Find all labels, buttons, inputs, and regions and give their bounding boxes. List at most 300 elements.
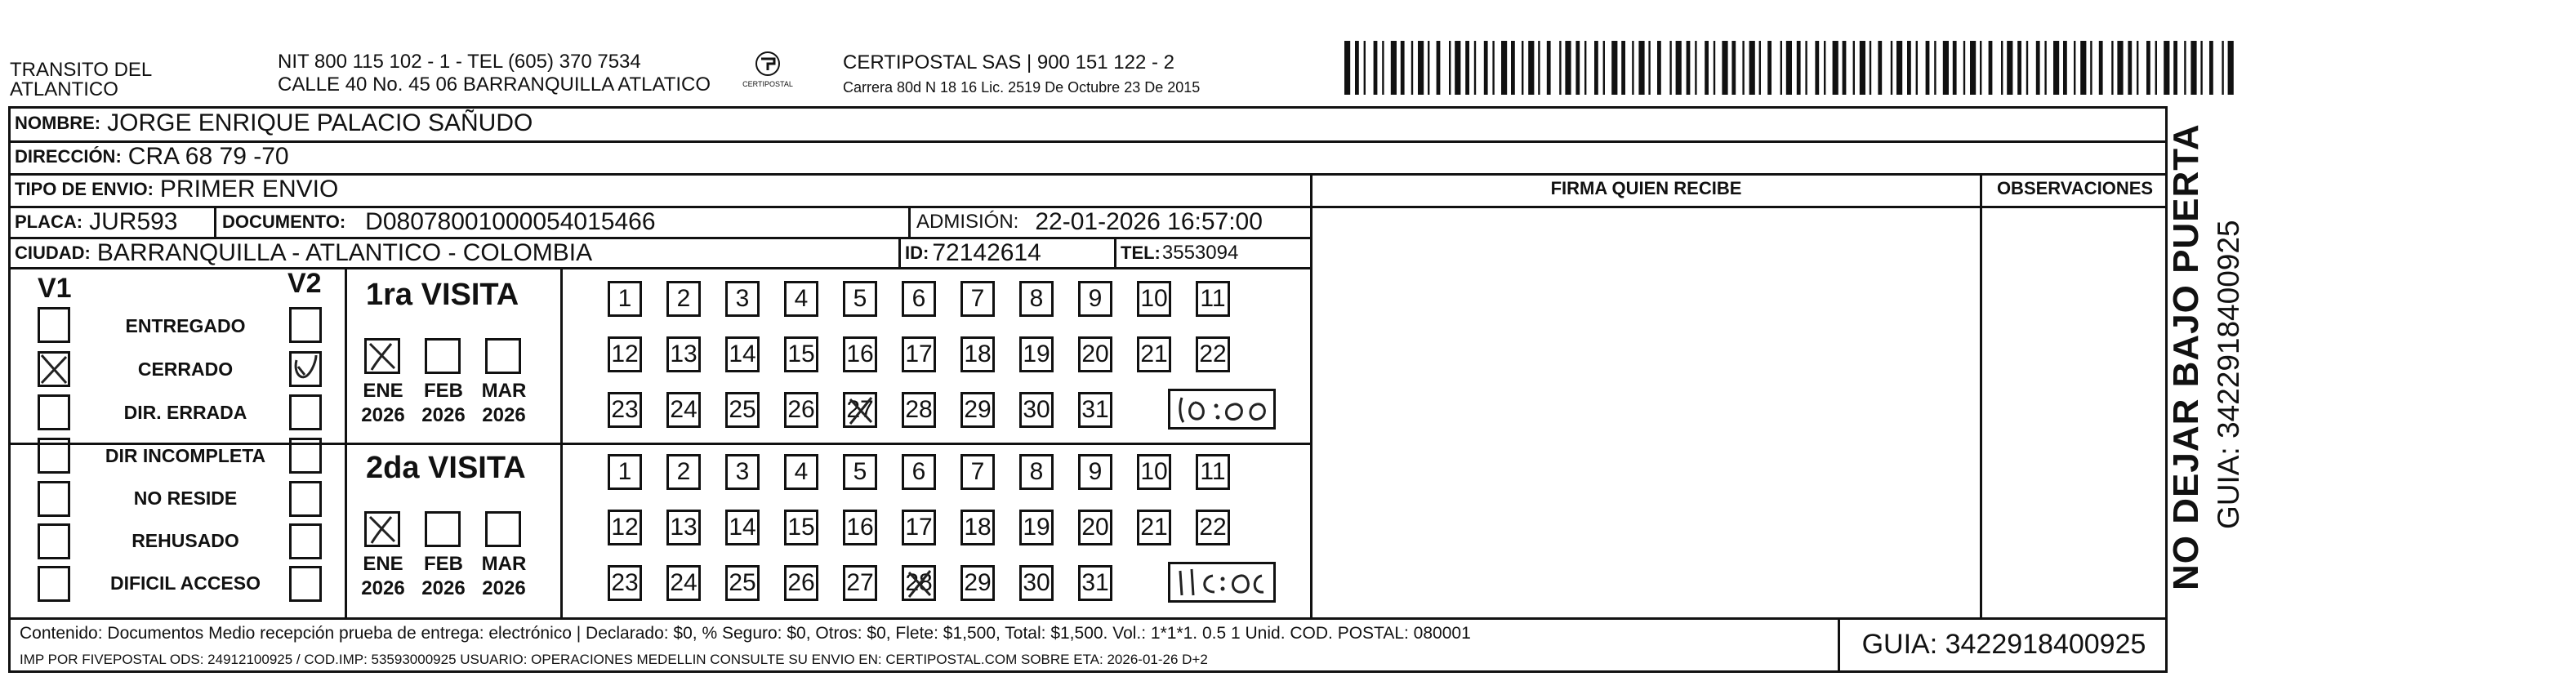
day-number: 15 [787,514,815,541]
visit-1-day-2[interactable] [666,281,701,317]
visit-1-day-3[interactable] [725,281,760,317]
visit-2-title: 2da VISITA [366,451,526,485]
tel-field [1121,242,1238,265]
v1-checkbox-no-reside[interactable] [38,481,70,517]
barcode-bar [2190,41,2196,95]
visit-2-day-8[interactable] [1019,454,1054,490]
month-year: 2026 [482,577,526,599]
visit-1-day-31[interactable] [1078,392,1112,428]
barcode-bar [1528,41,1534,95]
v1-label: V1 [38,273,72,304]
barcode-bar [1695,41,1696,95]
visit-2-month-box-feb[interactable] [425,511,461,547]
day-number: 24 [670,396,697,423]
day-number: 9 [1088,458,1103,485]
day-number: 31 [1081,569,1109,596]
shipment-type-value: PRIMER ENVIO [159,176,339,203]
v2-checkbox-dir-errada[interactable] [289,394,322,430]
visit-1-day-28[interactable] [902,392,936,428]
status-entregado: ENTREGADO [125,315,246,336]
visit-1-day-26[interactable] [784,392,818,428]
barcode-bar [1749,41,1755,95]
barcode-bar [1833,41,1838,95]
barcode-bar [1382,41,1384,95]
barcode-bar [1916,41,1918,95]
nit-line: NIT 800 115 102 - 1 - TEL (605) 370 7534 [278,51,641,73]
day-number: 17 [905,341,933,367]
month-name: ENE [363,553,403,575]
v1-checkbox-entregado[interactable] [38,307,70,343]
month-year: 2026 [421,404,466,426]
barcode-bar [1449,41,1451,95]
day-number: 6 [911,285,926,312]
day-number: 27 [846,396,874,423]
day-number: 27 [846,569,874,596]
visit-2-day-18[interactable] [960,510,995,545]
barcode-bar [1759,41,1761,95]
barcode-bar [1970,41,1976,95]
visit-1-day-29[interactable] [960,392,995,428]
barcode-bar [2146,41,2150,95]
barcode-bar [2074,41,2075,95]
barcode-bar [2053,41,2059,95]
visit-1-day-13[interactable] [666,336,701,372]
visit-1-day-27[interactable] [843,392,877,428]
barcode-bar [1963,41,1965,95]
issuer-name [10,60,152,100]
visit-2-day-11[interactable] [1196,454,1230,490]
barcode-bar [1559,41,1561,95]
barcode [1344,41,2235,95]
visit-1-day-19[interactable] [1019,336,1054,372]
city-label: CIUDAD: [15,243,91,263]
day-number: 12 [611,514,639,541]
observations-label: OBSERVACIONES [1996,178,2154,198]
barcode-bar [1907,41,1911,95]
visit-2-day-21[interactable] [1137,510,1171,545]
visit-2-day-16[interactable] [843,510,877,545]
barcode-bar [1705,41,1709,95]
check-mark-icon [292,354,319,385]
x-mark-icon [367,514,398,545]
visit-2-handwritten-time [1168,562,1276,603]
status-dificil-acceso: DIFICIL ACCESO [109,572,261,594]
courier-line: CERTIPOSTAL SAS | 900 151 122 - 2 [843,51,1174,73]
visit-2-day-4[interactable] [784,454,818,490]
visit-2-day-20[interactable] [1078,510,1112,545]
visit-2-day-22[interactable] [1196,510,1230,545]
barcode-bar [2090,41,2092,95]
day-number: 15 [787,341,815,367]
barcode-bar [1797,41,1801,95]
name-value: JORGE ENRIQUE PALACIO SAÑUDO [107,109,533,136]
city-value: BARRANQUILLA - ATLANTICO - COLOMBIA [96,239,593,266]
barcode-bar [1934,41,1936,95]
visit-1-day-14[interactable] [725,336,760,372]
barcode-bar [2228,41,2234,95]
day-number: 23 [611,396,639,423]
barcode-bar [1547,41,1551,95]
side-guide: GUIA: 3422918400925 [2212,220,2245,529]
visit-2-day-27[interactable] [843,565,877,601]
visit-1-day-7[interactable] [960,281,995,317]
barcode-bar [1401,41,1405,95]
barcode-bar [2080,41,2086,95]
day-number: 28 [905,569,933,596]
status-cerrado: CERRADO [137,358,234,380]
day-number: 24 [670,569,697,596]
plate-value: JUR593 [89,208,178,235]
day-number: 23 [611,569,639,596]
status-dir-errada: DIR. ERRADA [123,402,247,423]
status-no-reside: NO RESIDE [133,488,238,509]
day-number: 7 [970,458,985,485]
visit-1-day-18[interactable] [960,336,995,372]
visit-1-month-label-feb [415,379,472,428]
barcode-bar [2001,41,2003,95]
day-number: 29 [964,396,992,423]
visit-1-day-8[interactable] [1019,281,1054,317]
x-mark-icon [367,341,398,372]
barcode-bar [2063,41,2067,95]
day-number: 22 [1199,341,1227,367]
day-number: 8 [1029,285,1044,312]
v2-label: V2 [287,268,322,299]
barcode-bar [2099,41,2103,95]
barcode-bar [2155,41,2157,95]
license-line: Carrera 80d N 18 16 Lic. 2519 De Octubre 23 De 2015 [843,79,1201,96]
visit-2-month-label-feb [415,552,472,601]
id-field [905,239,1041,267]
day-number: 13 [670,341,697,367]
visit-2-month-box-mar[interactable] [485,511,521,547]
plate-field [15,208,178,236]
visit-1-title: 1ra VISITA [366,278,519,312]
barcode-bar [2137,41,2138,95]
month-year: 2026 [482,404,526,426]
month-name: FEB [424,380,463,402]
name-field [15,109,533,137]
certipostal-logo [738,47,797,96]
day-number: 4 [794,458,809,485]
barcode-bar [1891,41,1892,95]
v1-checkbox-dir-incompleta[interactable] [38,438,70,474]
visit-2-day-28[interactable] [902,565,936,601]
visit-1-day-25[interactable] [725,392,760,428]
barcode-bar [1989,41,1993,95]
barcode-bar [1669,41,1671,95]
barcode-bar [2200,41,2202,95]
barcode-bar [1953,41,1957,95]
shipment-type-field [15,176,338,203]
visit-2-month-box-ene[interactable] [364,511,400,547]
day-number: 2 [676,285,691,312]
day-number: 12 [611,341,639,367]
day-number: 13 [670,514,697,541]
barcode-bar [1767,41,1772,95]
barcode-bar [1465,41,1469,95]
visit-1-day-17[interactable] [902,336,936,372]
visit-2-day-30[interactable] [1019,565,1054,601]
month-name: MAR [481,380,527,402]
barcode-bar [1565,41,1571,95]
barcode-bar [1374,41,1378,95]
visit-1-day-15[interactable] [784,336,818,372]
barcode-bar [1437,41,1441,95]
barcode-bar [1611,41,1617,95]
day-number: 18 [964,514,992,541]
barcode-bar [2209,41,2213,95]
visit-1-month-box-mar[interactable] [485,338,521,374]
day-number: 6 [911,458,926,485]
visit-1-day-1[interactable] [608,281,642,317]
day-number: 26 [787,569,815,596]
visit-1-day-24[interactable] [666,392,701,428]
barcode-bar [2036,41,2040,95]
day-number: 4 [794,285,809,312]
admission-field [916,208,1263,236]
barcode-bar [1896,41,1902,95]
visit-1-day-10[interactable] [1137,281,1171,317]
x-mark-icon [40,354,68,385]
visit-2-day-2[interactable] [666,454,701,490]
receiver-signature-label: FIRMA QUIEN RECIBE [1550,178,1742,198]
day-number: 14 [729,514,756,541]
visit-1-handwritten-time [1168,389,1276,430]
month-name: FEB [424,553,463,575]
barcode-bar [2117,41,2123,95]
visit-1-day-6[interactable] [902,281,936,317]
v1-checkbox-dificil-acceso[interactable] [38,566,70,602]
visit-2-month-label-ene [354,552,412,601]
day-number: 3 [735,458,750,485]
barcode-bar [1391,41,1397,95]
barcode-bar [1584,41,1586,95]
tel-value: 3553094 [1161,242,1239,264]
visit-2-day-24[interactable] [666,565,701,601]
barcode-bar [1687,41,1691,95]
visit-1-day-21[interactable] [1137,336,1171,372]
document-label: DOCUMENTO: [222,211,346,232]
barcode-bar [1455,41,1460,95]
barcode-bar [2222,41,2223,95]
barcode-bar [1603,41,1605,95]
visit-2-day-5[interactable] [843,454,877,490]
barcode-bar [1731,41,1736,95]
issuer-contact [278,51,711,96]
visit-2-day-10[interactable] [1137,454,1171,490]
visit-1-day-22[interactable] [1196,336,1230,372]
day-number: 30 [1023,569,1050,596]
v2-checkbox-dificil-acceso[interactable] [289,566,322,602]
v2-checkbox-dir-incompleta[interactable] [289,438,322,474]
barcode-bar [1878,41,1882,95]
visit-2-day-3[interactable] [725,454,760,490]
barcode-bar [1594,41,1598,95]
visit-1-day-11[interactable] [1196,281,1230,317]
day-number: 25 [729,396,756,423]
barcode-bar [1418,41,1424,95]
month-name: MAR [481,553,527,575]
day-number: 11 [1200,458,1226,485]
barcode-bar [2128,41,2132,95]
v1-checkbox-dir-errada[interactable] [38,394,70,430]
day-number: 11 [1200,285,1226,312]
visit-2-day-15[interactable] [784,510,818,545]
day-number: 10 [1140,285,1168,312]
admission-label: ADMISIÓN: [916,211,1019,233]
visit-2-day-19[interactable] [1019,510,1054,545]
plate-label: PLACA: [15,211,83,232]
shipment-type-label: TIPO DE ENVIO: [15,179,154,199]
visit-1-day-20[interactable] [1078,336,1112,372]
barcode-bar [1980,41,1981,95]
v2-checkbox-rehusado[interactable] [289,523,322,559]
month-name: ENE [363,380,403,402]
day-number: 8 [1029,458,1044,485]
day-number: 5 [853,458,867,485]
barcode-bar [2026,41,2028,95]
day-number: 16 [846,514,874,541]
barcode-bar [1657,41,1661,95]
visit-2-day-23[interactable] [608,565,642,601]
barcode-bar [1805,41,1807,95]
day-number: 29 [964,569,992,596]
barcode-bar [1638,41,1644,95]
visit-1-day-23[interactable] [608,392,642,428]
visit-2-day-17[interactable] [902,510,936,545]
barcode-bar [2007,41,2012,95]
day-number: 3 [735,285,750,312]
barcode-bar [1522,41,1523,95]
v2-checkbox-cerrado[interactable] [289,351,322,387]
barcode-bar [1344,41,1350,95]
visit-2-day-7[interactable] [960,454,995,490]
day-number: 7 [970,285,985,312]
visit-2-day-6[interactable] [902,454,936,490]
barcode-bar [1742,41,1744,95]
barcode-bar [1355,41,1359,95]
day-number: 1 [617,285,632,312]
day-number: 2 [676,458,691,485]
barcode-bar [1815,41,1819,95]
v1-checkbox-cerrado[interactable] [38,351,70,387]
barcode-bar [1786,41,1792,95]
month-year: 2026 [361,404,405,426]
visit-1-day-12[interactable] [608,336,642,372]
address-value: CRA 68 79 -70 [127,143,289,170]
barcode-bar [1632,41,1633,95]
barcode-bar [2164,41,2169,95]
barcode-bar [1780,41,1782,95]
print-line: IMP POR FIVEPOSTAL ODS: 24912100925 / COD.IMP: 53593000925 USUARIO: OPERACIONES MEDELLIN CONSULTE SU ENVIO EN: CERTIPOSTAL.COM SOBRE ETA: 2026-01-26 D+2 [20,652,1208,667]
barcode-bar [1501,41,1507,95]
barcode-bar [1492,41,1494,95]
address-field [15,143,289,171]
day-number: 1 [617,458,632,485]
day-number: 22 [1199,514,1227,541]
day-number: 25 [729,569,756,596]
id-value: 72142614 [932,239,1041,266]
visit-2-day-26[interactable] [784,565,818,601]
visit-1-day-30[interactable] [1019,392,1054,428]
side-warning: NO DEJAR BAJO PUERTA [2166,123,2206,590]
barcode-bar [1714,41,1715,95]
barcode-bar [1411,41,1413,95]
status-rehusado: REHUSADO [131,530,239,551]
visit-1-month-label-ene [354,379,412,428]
name-label: NOMBRE: [15,113,101,133]
day-number: 17 [905,514,933,541]
visit-2-day-29[interactable] [960,565,995,601]
day-number: 19 [1023,514,1050,541]
day-number: 26 [787,396,815,423]
barcode-bar [2044,41,2046,95]
visit-2-day-13[interactable] [666,510,701,545]
barcode-bar [2017,41,2021,95]
barcode-bar [1853,41,1855,95]
visit-2-month-label-mar [475,552,533,601]
day-number: 10 [1140,458,1168,485]
v1-checkbox-rehusado[interactable] [38,523,70,559]
v2-checkbox-no-reside[interactable] [289,481,322,517]
city-field [15,239,592,267]
guide-box: GUIA: 3422918400925 [1861,629,2146,660]
status-dir-incompleta: DIR INCOMPLETA [105,445,266,466]
visit-1-day-5[interactable] [843,281,877,317]
barcode-bar [1511,41,1515,95]
barcode-bar [1364,41,1366,95]
day-number: 9 [1088,285,1103,312]
visit-1-month-box-feb[interactable] [425,338,461,374]
issuer-line-1: TRANSITO DEL [10,59,153,81]
x-mark-icon [845,394,876,434]
logo-text: CERTIPOSTAL [742,80,793,88]
barcode-bar [1676,41,1682,95]
visit-1-day-9[interactable] [1078,281,1112,317]
visit-1-day-4[interactable] [784,281,818,317]
day-number: 20 [1081,341,1109,367]
barcode-bar [1484,41,1488,95]
visit-1-day-16[interactable] [843,336,877,372]
visit-2-day-14[interactable] [725,510,760,545]
visit-2-day-31[interactable] [1078,565,1112,601]
issuer-line-2: ATLANTICO [10,78,118,100]
document-value: D08078001000054015466 [365,208,656,235]
day-number: 21 [1140,514,1168,541]
barcode-bar [1926,41,1930,95]
tel-label: TEL: [1121,243,1161,263]
barcode-bar [1943,41,1949,95]
day-number: 30 [1023,396,1050,423]
visit-1-month-box-ene[interactable] [364,338,400,374]
visit-2-day-12[interactable] [608,510,642,545]
barcode-bar [1428,41,1429,95]
visit-2-day-9[interactable] [1078,454,1112,490]
courier-info [843,51,1200,100]
visit-2-day-1[interactable] [608,454,642,490]
day-number: 31 [1081,396,1109,423]
id-label: ID: [905,243,929,263]
x-mark-icon [904,568,935,607]
visit-2-day-25[interactable] [725,565,760,601]
address-line: CALLE 40 No. 45 06 BARRANQUILLA ATLATICO [278,73,711,96]
day-number: 28 [905,396,933,423]
day-number: 20 [1081,514,1109,541]
v2-checkbox-entregado[interactable] [289,307,322,343]
document-field [222,208,656,236]
day-number: 21 [1140,341,1168,367]
